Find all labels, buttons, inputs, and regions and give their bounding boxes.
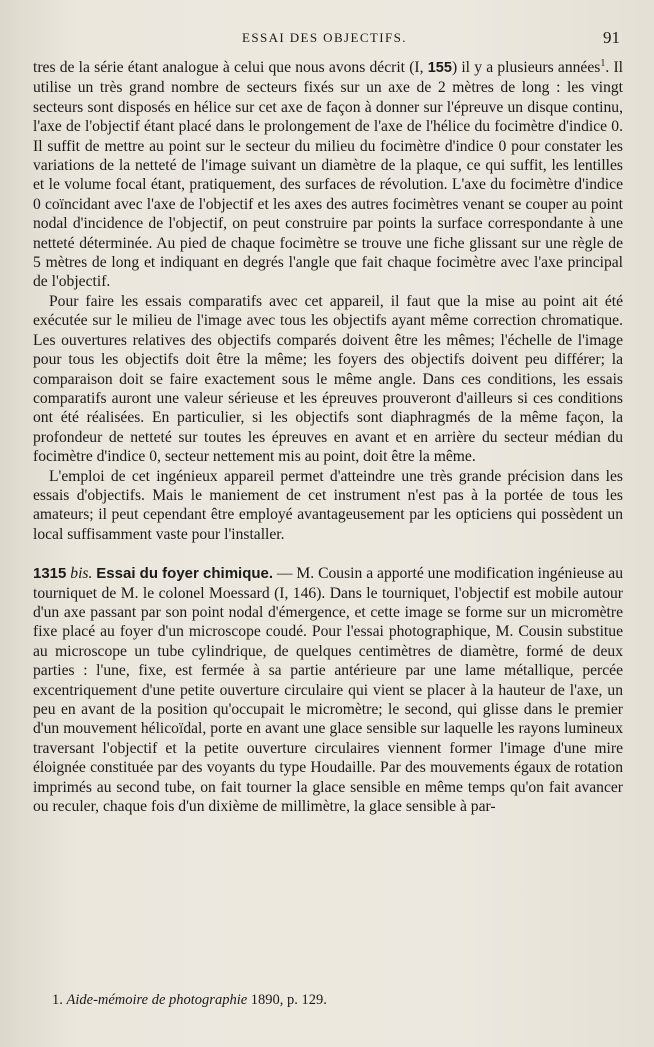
running-title: ESSAI DES OBJECTIFS. <box>242 30 407 45</box>
paragraph-1-text-a: tres de la série étant analogue à celui que nous avons décrit (I, <box>33 59 428 76</box>
paragraph-1-text-b: ) il y a plusieurs années <box>451 59 601 76</box>
paragraph-3: L'emploi de cet ingénieux appareil permet d'atteindre une très grande précision dans les essais d'objectifs. Mais le maniement de cet instrument n'est pas à la portée de tous les amateurs; il peut cependant être employé avantageusement par les opticiens qui possèdent un local suffisamment vaste pour l'installer. <box>33 467 623 543</box>
paragraph-1 <box>33 58 623 292</box>
footnote-marker: 1 <box>600 57 606 69</box>
footnote-rest: 1890, p. 129. <box>247 992 327 1008</box>
paragraph-1-text-c: . Il utilise un très grand nombre de secteurs fixés sur un axe de 2 mètres de long : les vingt secteurs sont disposés en hélice sur cet axe de façon à donner sur l'épreuve un disque continu, l'axe de l'objectif étant placé dans le prolongement de l'axe de l'hélice du focimètre d'indice 0. Il suffit de mettre au point sur le secteur du milieu du focimètre d'indice 0 pour constater les variations de la netteté de l'image suivant un diamètre de la plaque, ce qui suffit, les lentilles et le volume focal étant, pratiquement, des surfaces de révolution. L'axe du focimètre d'indice 0 coïncidant avec l'axe de l'objectif et les axes des autres focimètres venant se couper au point nodal d'incidence de l'objectif, on peut construire par points la surface correspondante à une netteté déterminée. Au pied de chaque focimètre se trouve une fiche glissant sur une règle de 5 mètres de long et indiquant en degrés l'angle que fait chaque focimètre avec l'axe principal de l'objectif. <box>33 59 623 291</box>
page-body <box>33 58 623 816</box>
footnote <box>52 992 612 1009</box>
section-reference: 155 <box>427 60 452 76</box>
paragraph-2: Pour faire les essais comparatifs avec cet appareil, il faut que la mise au point ait été exécutée sur le milieu de l'image avec tous les objectifs ayant même correction chromatique. Les ouvertures relatives des objectifs comparés doivent être les mêmes; l'échelle de l'image pour tous les objectifs doit être la même; les foyers des objectifs doivent peu différer; la comparaison doit se faire exactement sous le même angle. Dans ces conditions, les essais comparatifs auront une valeur sérieuse et les épreuves prouveront d'ailleurs si ces conditions ont été réalisées. En particulier, si les objectifs sont diaphragmés de la même façon, la profondeur de netteté sur toutes les épreuves en avant et en arrière du secteur médian du focimètre d'indice 0, secteur nettement mis au point, doit être la même. <box>33 292 623 466</box>
section-title: Essai du foyer chimique. <box>96 565 274 583</box>
section-bis: bis. <box>70 565 93 583</box>
section-text: — M. Cousin a apporté une modification ingénieuse au tourniquet de M. le colonel Moessard (I, 146). Dans le tourniquet, l'objectif est mobile autour d'un axe passant par son point nodal d'émergence, et cette image se forme sur un micromètre fixe placé au foyer d'un microscope coudé. Pour l'essai photographique, M. Cousin substitue au microscope un tube cylindrique, de quelques centimètres de diamètre, formé de deux parties : l'une, fixe, est fermée à sa partie antérieure par une lame métallique, percée excentriquement d'une petite ouverture circulaire qui vient se placer à la hauteur de l'axe, un peu en avant de la position qu'occupait le micromètre; le second, qui glisse dans le premier d'un mouvement hélicoïdal, porte en avant une glace sensible sur laquelle les rayons lumineux traversant l'objectif et la petite ouverture circulaires viennent former l'image d'une mire éloignée constituée par des voyants du type Houdaille. Par des mouvements égaux de rotation imprimés au second tube, on fait tourner la glace sensible en même temps qu'on fait avancer ou reculer, chaque fois d'un dixième de millimètre, la glace sensible à par- <box>33 565 623 816</box>
footnote-number: 1. <box>52 992 63 1008</box>
page-number: 91 <box>603 28 620 47</box>
page-header <box>0 28 654 50</box>
section-1315-bis <box>33 564 623 816</box>
footnote-title: Aide-mémoire de photographie <box>66 992 248 1008</box>
section-number: 1315 <box>33 565 67 583</box>
